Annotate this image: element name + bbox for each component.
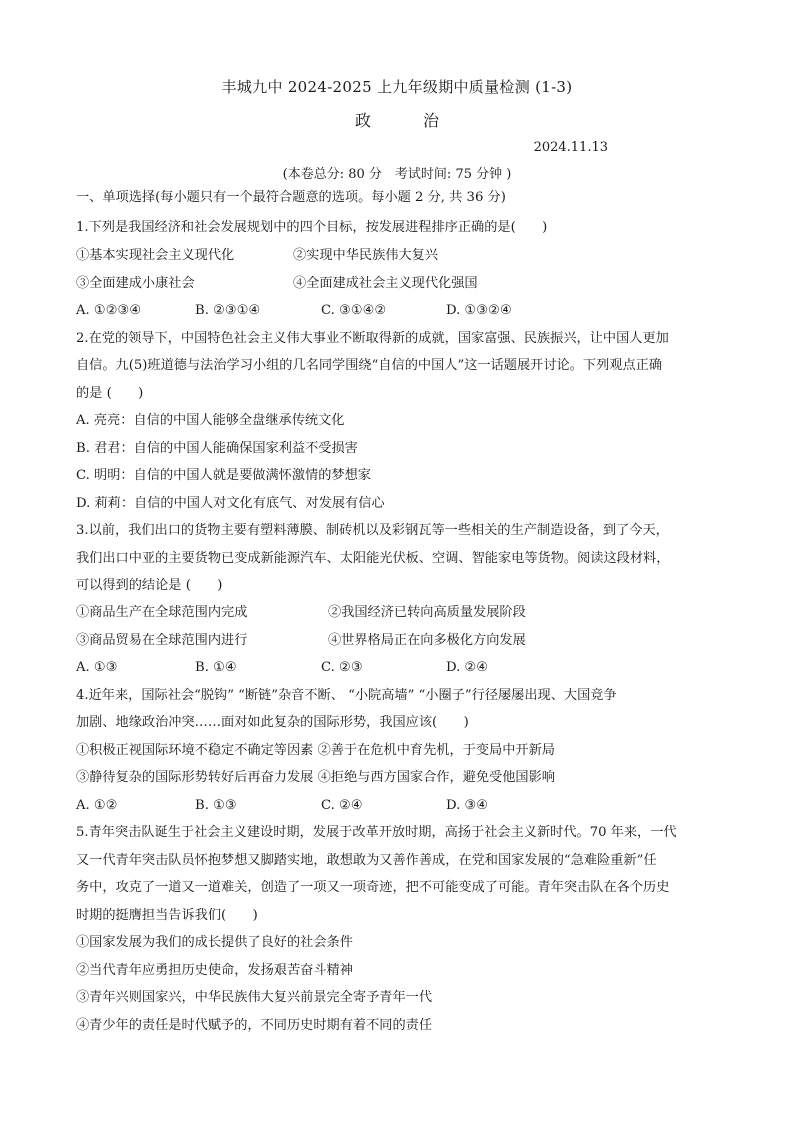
section-heading: 一、单项选择(每小题只有一个最符合题意的选项。每小题 2 分, 共 36 分) <box>76 190 506 205</box>
q1-item-3: ③全面建成小康社会 <box>76 276 195 291</box>
q3-item-1: ①商品生产在全球范围内完成 <box>76 605 248 620</box>
q3-option-a: A. ①③ <box>76 660 118 675</box>
question-3-stem-line-2: 我们出口中亚的主要货物已变成新能源汽车、太阳能光伏板、空调、智能家电等货物。阅读这段材料， <box>76 551 670 566</box>
q1-item-1: ①基本实现社会主义现代化 <box>76 248 235 263</box>
q2-option-d: D. 莉莉：自信的中国人对文化有底气、对发展有信心 <box>76 496 385 511</box>
q1-option-a: A. ①②③④ <box>76 303 142 318</box>
q1-item-2: ②实现中华民族伟大复兴 <box>293 248 439 263</box>
q1-item-4: ④全面建成社会主义现代化强国 <box>293 276 478 291</box>
q3-item-3: ③商品贸易在全球范围内进行 <box>76 633 248 648</box>
q3-option-d: D. ②④ <box>446 660 489 675</box>
q3-option-c: C. ②③ <box>321 660 363 675</box>
question-4-stem-line-2: 加剧、地缘政治冲突……面对如此复杂的国际形势，我国应该( ) <box>76 715 469 730</box>
exam-date: 2024.11.13 <box>533 140 608 155</box>
q4-items-line-1: ①积极正视国际环境不稳定不确定等因素 ②善于在危机中育先机，于变局中开新局 <box>76 743 555 758</box>
q5-item-2: ②当代青年应勇担历史使命，发扬艰苦奋斗精神 <box>76 963 353 978</box>
question-5-stem-line-1: 5.青年突击队诞生于社会主义建设时期，发展于改革开放时期，高扬于社会主义新时代。70 年来，一代 <box>76 825 677 840</box>
q3-option-b: B. ①④ <box>195 660 237 675</box>
q3-item-2: ②我国经济已转向高质量发展阶段 <box>328 605 526 620</box>
q2-option-c: C. 明明：自信的中国人就是要做满怀激情的梦想家 <box>76 468 371 483</box>
question-5-stem-line-3: 务中，攻克了一道又一道难关，创造了一项又一项奇迹，把不可能变成了可能。青年突击队在各个历史 <box>76 880 670 895</box>
question-2-stem-line-2: 自信。九(5)班道德与法治学习小组的几名同学围绕“自信的中国人”这一话题展开讨论。下列观点正确 <box>76 358 663 373</box>
q4-option-b: B. ①③ <box>195 798 237 813</box>
q1-option-c: C. ③①④② <box>321 303 387 318</box>
q4-option-d: D. ③④ <box>446 798 489 813</box>
q1-option-b: B. ②③①④ <box>195 303 261 318</box>
q5-item-3: ③青年兴则国家兴，中华民族伟大复兴前景完全寄予青年一代 <box>76 990 433 1005</box>
q1-option-d: D. ①③②④ <box>446 303 512 318</box>
question-1-stem: 1.下列是我国经济和社会发展规划中的四个目标，按发展进程排序正确的是( ) <box>76 220 548 235</box>
subject-heading: 政 治 <box>354 111 457 130</box>
question-5-stem-line-2: 又一代青年突击队员怀抱梦想又脚踏实地，敢想敢为又善作善成，在党和国家发展的“急难险重新”任 <box>76 853 657 868</box>
q5-item-4: ④青少年的责任是时代赋予的，不同历史时期有着不同的责任 <box>76 1018 433 1033</box>
q4-option-c: C. ②④ <box>321 798 363 813</box>
q5-item-1: ①国家发展为我们的成长提供了良好的社会条件 <box>76 935 353 950</box>
question-2-stem-line-3: 的是 ( ) <box>76 386 144 401</box>
question-3-stem-line-3: 可以得到的结论是 ( ) <box>76 578 223 593</box>
exam-title: 丰城九中 2024-2025 上九年级期中质量检测 (1-3) <box>221 78 573 96</box>
exam-meta: (本卷总分: 80 分 考试时间: 75 分钟 ) <box>282 167 512 182</box>
q4-option-a: A. ①② <box>76 798 118 813</box>
q4-items-line-2: ③静待复杂的国际形势转好后再奋力发展 ④拒绝与西方国家合作，避免受他国影响 <box>76 770 555 785</box>
question-5-stem-line-4: 时期的挺膺担当告诉我们( ) <box>76 908 258 923</box>
q3-item-4: ④世界格局正在向多极化方向发展 <box>328 633 526 648</box>
question-2-stem-line-1: 2.在党的领导下，中国特色社会主义伟大事业不断取得新的成就，国家富强、民族振兴，让中国人更加 <box>76 331 669 346</box>
question-4-stem-line-1: 4.近年来，国际社会“脱钩” “断链”杂音不断、 “小院高墙” “小圈子”行径屡屡出现、大国竞争 <box>76 688 617 703</box>
q2-option-b: B. 君君：自信的中国人能确保国家利益不受损害 <box>76 441 358 456</box>
q2-option-a: A. 亮亮：自信的中国人能够全盘继承传统文化 <box>76 413 345 428</box>
question-3-stem-line-1: 3.以前，我们出口的货物主要有塑料薄膜、制砖机以及彩钢瓦等一些相关的生产制造设备，到了今天， <box>76 523 669 538</box>
